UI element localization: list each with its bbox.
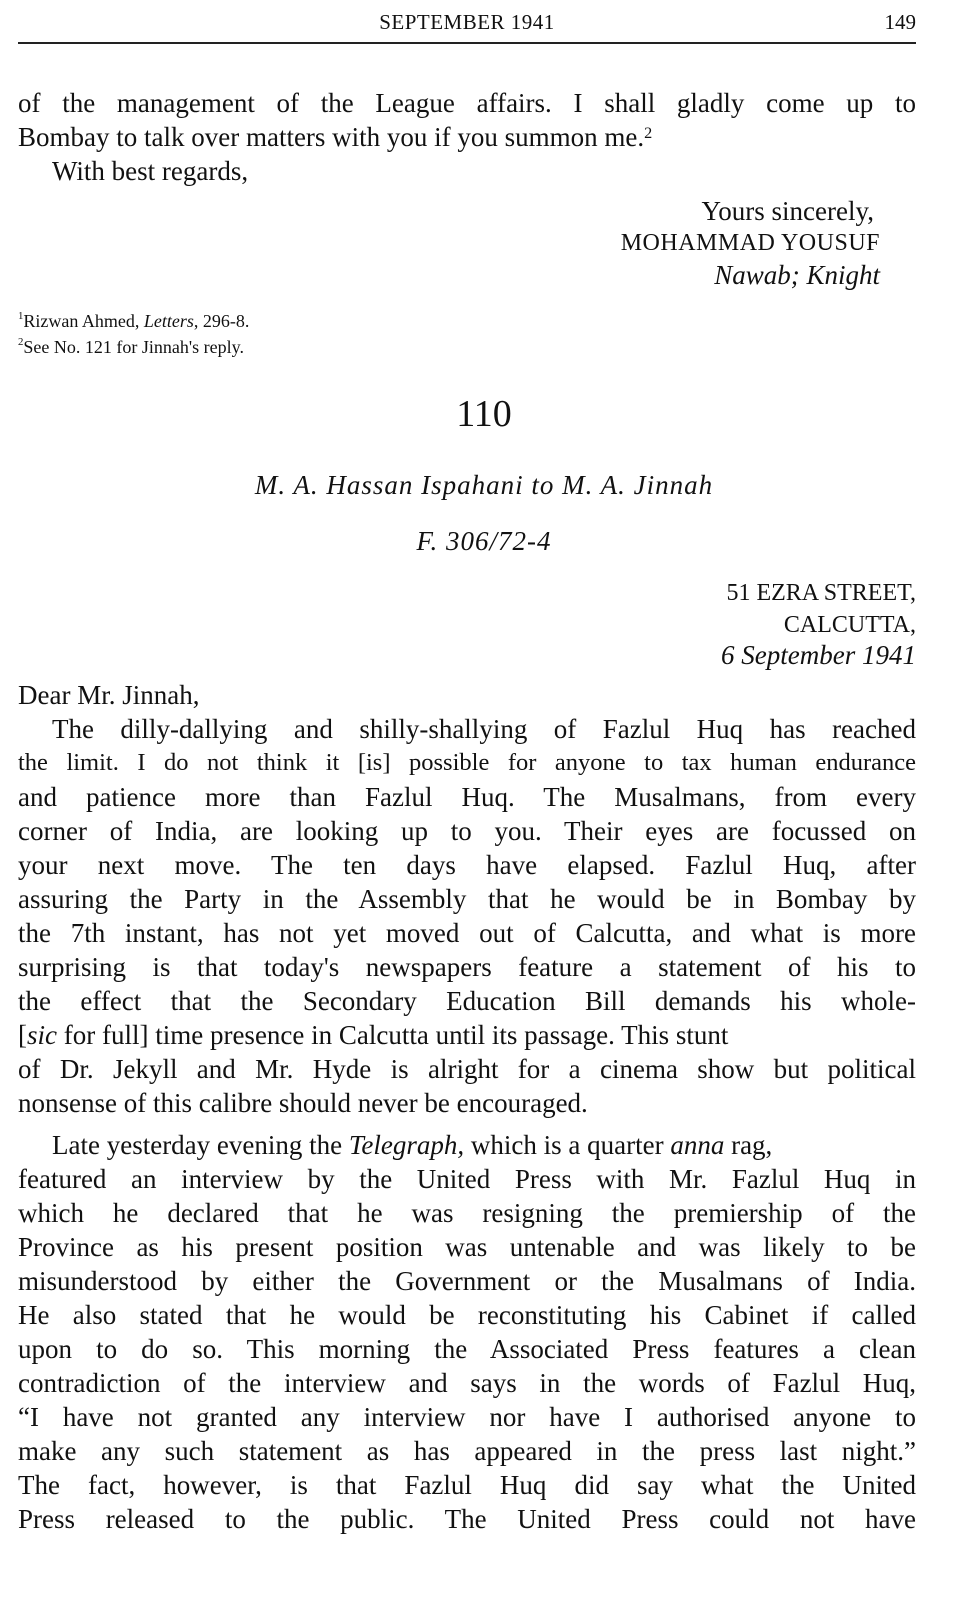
- page-number: 149: [884, 10, 916, 34]
- body-line: The fact, however, is that Fazlul Huq did say what the United: [18, 1470, 916, 1500]
- footnote-author: Rizwan Ahmed,: [23, 311, 144, 331]
- body-line: “I have not granted any interview nor have I authorised anyone to: [18, 1402, 916, 1432]
- signoff: Yours sincerely,: [701, 196, 874, 226]
- address-line: CALCUTTA,: [783, 612, 916, 638]
- body-line: and patience more than Fazlul Huq. The Musalmans, from every: [18, 782, 916, 812]
- file-reference: F. 306/72-4: [416, 526, 552, 556]
- body-line: make any such statement as has appeared in the press last night.”: [18, 1436, 916, 1466]
- letter-date: 6 September 1941: [721, 640, 916, 670]
- body-line: assuring the Party in the Assembly that he would be in Bombay by: [18, 884, 916, 914]
- footnote-1: [18, 311, 249, 332]
- body-line: [52, 1128, 916, 1162]
- body-line: The dilly-dallying and shilly-shallying of Fazlul Huq has reached: [52, 714, 916, 744]
- footnote-text: See No. 121 for Jinnah's reply.: [23, 337, 244, 357]
- running-header-title: SEPTEMBER 1941: [379, 10, 555, 34]
- body-line: Press released to the public. The United Press could not have: [18, 1504, 916, 1534]
- body-text: rag,: [724, 1130, 773, 1160]
- closing: With best regards,: [52, 156, 249, 186]
- document-heading: M. A. Hassan Ispahani to M. A. Jinnah: [254, 470, 714, 500]
- body-line: surprising is that today's newspapers feature a statement of his to: [18, 952, 916, 982]
- prev-letter-line: [18, 120, 916, 154]
- body-line: misunderstood by either the Government or the Musalmans of India.: [18, 1266, 916, 1296]
- body-line: He also stated that he would be reconstituting his Cabinet if called: [18, 1300, 916, 1330]
- footnote-book: Letters: [143, 311, 194, 331]
- body-text: [: [18, 1020, 27, 1050]
- document-number: 110: [456, 393, 512, 435]
- footnote-ref: 2: [644, 124, 653, 142]
- body-line: nonsense of this calibre should never be encouraged.: [18, 1088, 588, 1118]
- body-line: Province as his present position was untenable and was likely to be: [18, 1232, 916, 1262]
- body-line: contradiction of the interview and says in the words of Fazlul Huq,: [18, 1368, 916, 1398]
- body-line: the 7th instant, has not yet moved out of Calcutta, and what is more: [18, 918, 916, 948]
- body-line: featured an interview by the United Press with Mr. Fazlul Huq in: [18, 1164, 916, 1194]
- anna-term: anna: [670, 1130, 725, 1160]
- body-line: the limit. I do not think it [is] possible for anyone to tax human endurance: [18, 749, 916, 776]
- body-line: upon to do so. This morning the Associated Press features a clean: [18, 1334, 916, 1364]
- body-line: which he declared that he was resigning the premiership of the: [18, 1198, 916, 1228]
- salutation: Dear Mr. Jinnah,: [18, 680, 200, 710]
- address-line: 51 EZRA STREET,: [726, 580, 916, 606]
- body-line: of Dr. Jekyll and Mr. Hyde is alright for a cinema show but political: [18, 1054, 916, 1084]
- body-line: your next move. The ten days have elapsed. Fazlul Huq, after: [18, 850, 916, 880]
- sic-note: sic: [27, 1020, 57, 1050]
- running-header: [18, 6, 916, 44]
- footnote-2: [18, 337, 244, 358]
- newspaper-title: Telegraph,: [348, 1130, 465, 1160]
- body-line: the effect that the Secondary Education Bill demands his whole-: [18, 986, 916, 1016]
- footnote-mark: 2: [18, 336, 24, 348]
- body-text: for full] time presence in Calcutta until its passage. This stunt: [57, 1020, 729, 1050]
- prev-letter-line: of the management of the League affairs. I shall gladly come up to: [18, 88, 916, 118]
- footnote-pages: , 296-8.: [193, 311, 250, 331]
- body-text: which is a quarter: [464, 1130, 671, 1160]
- footnote-mark: 1: [18, 310, 24, 322]
- body-text: Late yesterday evening the: [52, 1130, 349, 1160]
- body-line: [18, 1018, 916, 1052]
- signer-title: Nawab; Knight: [714, 260, 880, 290]
- signer-name: MOHAMMAD YOUSUF: [620, 230, 880, 256]
- body-line: corner of India, are looking up to you. Their eyes are focussed on: [18, 816, 916, 846]
- prev-letter-line-text: Bombay to talk over matters with you if you summon me.: [18, 122, 645, 152]
